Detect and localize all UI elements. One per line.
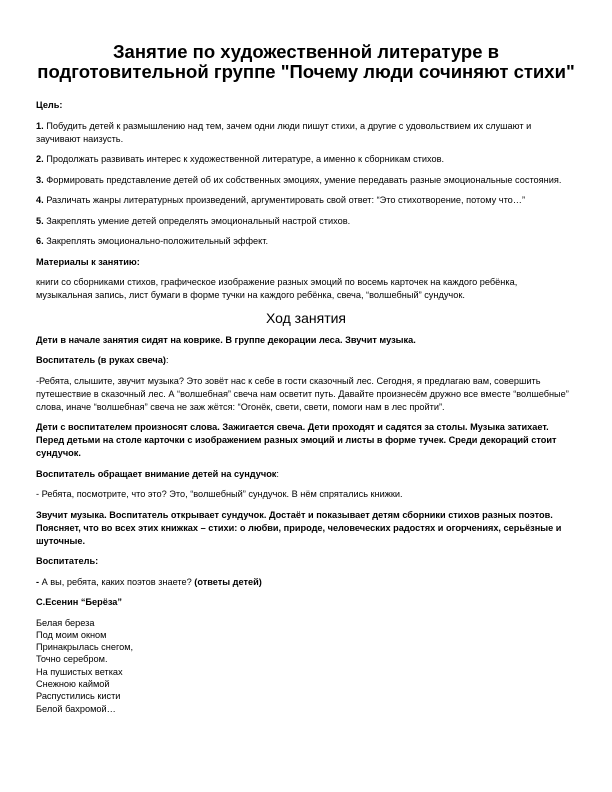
goal-number: 4. <box>36 195 44 205</box>
poem-line: Под моим окном <box>36 629 107 640</box>
teacher-speech-2: - Ребята, посмотрите, что это? Это, “волшебный” сундучок. В нём спрятались книжки. <box>36 489 403 499</box>
goal-number: 1. <box>36 120 44 131</box>
goal-text: Закреплять умение детей определять эмоциональный настрой стихов. <box>43 215 351 226</box>
label-colon: : <box>165 355 169 365</box>
materials-text: книги со сборниками стихов, графическое изображение разных эмоций по восемь карточек на каждого ребёнка, музыкальная запись, лист бумаги в форме тучки на каждого ребёнка, свеча, “волшебный” сундучок. <box>36 277 518 300</box>
goal-item-6 <box>36 235 576 248</box>
goal-number: 3. <box>36 174 44 185</box>
poem-line: На пушистых ветках <box>36 666 123 677</box>
question-dash: - <box>36 576 40 587</box>
goal-number: 6. <box>36 236 44 246</box>
page-title: Занятие по художественной литературе в подготовительной группе "Почему люди сочиняют стихи" <box>37 41 575 82</box>
question-answer-note: (ответы детей) <box>194 576 262 587</box>
poem-line: Белая береза <box>36 617 95 628</box>
teacher-question <box>36 576 576 589</box>
poem-title: С.Есенин “Берёза” <box>36 597 123 607</box>
goal-text: Продолжать развивать интерес к художественной литературе, а именно к сборникам стихов. <box>43 154 445 164</box>
goal-text: Формировать представление детей об их собственных эмоциях, умение передавать разные эмоциональные состояния. <box>43 174 562 185</box>
teacher-label-2 <box>36 468 576 481</box>
goal-number: 2. <box>36 154 44 164</box>
goal-text: Различать жанры литературных произведений, аргументировать свой ответ: “Это стихотворение, потому что…” <box>43 195 526 205</box>
label-colon: : <box>276 468 279 479</box>
teacher-label: Воспитатель обращает внимание детей на сундучок <box>36 468 277 479</box>
goal-number: 5. <box>36 215 44 226</box>
teacher-label-1 <box>36 354 576 367</box>
poem-line: Снежною каймой <box>36 678 110 689</box>
teacher-speech-1: -Ребята, слышите, звучит музыка? Это зовёт нас к себе в гости сказочный лес. Сегодня, я предлагаю вам, совершить путешествие в сказочный лес. А “волшебная” свеча нам осветит путь. Давайте произнесём дружно все вместе “волшебные” слова, иначе “волшебная” свеча не заж жётся: “Огонёк, свети, свети, помоги нам в лес пройти”. <box>36 375 569 412</box>
stage-direction-1: Дети в начале занятия сидят на коврике. В группе декорации леса. Звучит музыка. <box>36 334 416 345</box>
goal-item-2 <box>36 153 576 166</box>
poem-line: Белой бахромой… <box>36 703 116 714</box>
goal-text: Закреплять эмоционально-положительный эффект. <box>43 236 269 246</box>
goal-item-4 <box>36 194 576 207</box>
course-heading: Ход занятия <box>265 309 347 326</box>
goal-item-1 <box>36 120 576 146</box>
document-page <box>36 42 576 715</box>
question-text: А вы, ребята, каких поэтов знаете? <box>39 576 195 587</box>
poem-line: Распустились кисти <box>36 691 121 702</box>
stage-direction-2: Дети с воспитателем произносят слова. Зажигается свеча. Дети проходят и садятся за столы. Музыка затихает. Перед детьми на столе карточки с изображением разных эмоций и листы в форме тучек. Среди декораций стоит сундучок. <box>36 422 557 458</box>
stage-direction-3: Звучит музыка. Воспитатель открывает сундучок. Достаёт и показывает детям сборники стихов разных поэтов. Поясняет, что во всех этих книжках – стихи: о любви, природе, человеческих радостях и огорчениях, серьёзные и шуточные. <box>36 509 562 546</box>
poem-line: Точно серебром. <box>36 654 108 665</box>
materials-heading: Материалы к занятию: <box>36 256 140 267</box>
goal-text: Побудить детей к размышлению над тем, зачем одни люди пишут стихи, а другие с удовольствием их слушают и заучивают наизусть. <box>36 120 532 144</box>
goal-heading: Цель: <box>36 100 63 110</box>
teacher-label: Воспитатель (в руках свеча) <box>36 355 166 365</box>
poem-line: Принакрылась снегом, <box>36 642 134 653</box>
teacher-label-3: Воспитатель: <box>36 556 99 566</box>
goal-item-5 <box>36 215 576 228</box>
poem <box>36 617 576 715</box>
goal-item-3 <box>36 174 576 187</box>
